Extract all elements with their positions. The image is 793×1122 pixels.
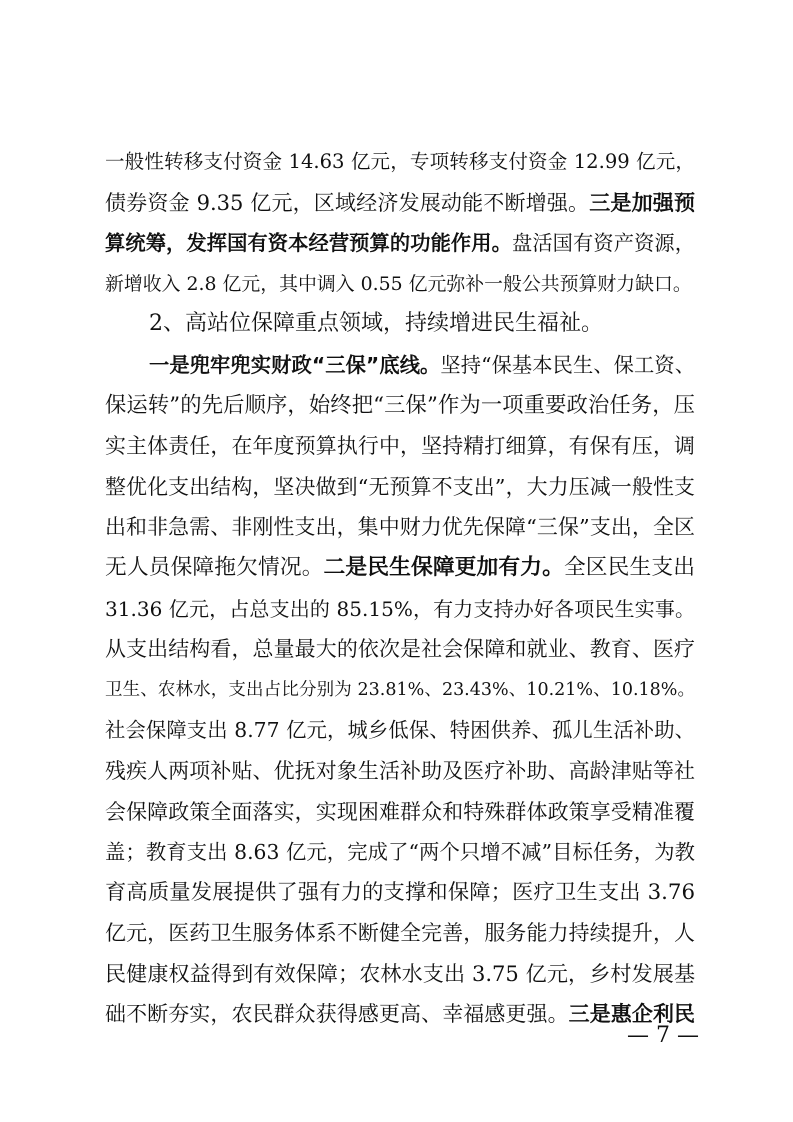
text-line bbox=[105, 670, 695, 711]
text-line bbox=[105, 507, 695, 548]
line-text: 无人员保障拖欠情况。 bbox=[105, 554, 324, 580]
line-text: 卫生、农林水，支出占比分别为 23.81%、23.43%、10.21%、10.18%。 bbox=[105, 679, 695, 700]
text-line bbox=[105, 426, 695, 467]
text-line bbox=[105, 994, 695, 1035]
line-text: 实主体责任，在年度预算执行中，坚持精打细算，有保有压，调 bbox=[105, 434, 695, 459]
text-line bbox=[105, 548, 695, 589]
bold-heading-text: 二是民生保障更加有力。 bbox=[323, 554, 564, 580]
line-text: 新增收入 2.8 亿元，其中调入 0.55 亿元弥补一般公共预算财力缺口。 bbox=[105, 272, 692, 295]
line-text: 础不断夯实，农民群众获得感更高、幸福感更强。 bbox=[105, 1002, 569, 1027]
text-line bbox=[105, 589, 695, 630]
text-line bbox=[105, 751, 695, 792]
text-line bbox=[105, 142, 695, 183]
text-line bbox=[105, 264, 695, 305]
bold-heading-text: 三是惠企利民 bbox=[568, 1002, 695, 1027]
line-text: 31.36 亿元，占总支出的 85.15%，有力支持办好各项民生实事。 bbox=[105, 596, 695, 621]
text-line bbox=[105, 792, 695, 833]
line-text: 亿元，医药卫生服务体系不断健全完善，服务能力持续提升，人 bbox=[105, 921, 695, 946]
text-line bbox=[105, 629, 695, 670]
line-text: 出和非急需、非刚性支出，集中财力优先保障“三保”支出，全区 bbox=[105, 515, 695, 540]
line-text: 一般性转移支付资金 14.63 亿元，专项转移支付资金 12.99 亿元， bbox=[105, 150, 695, 173]
line-text: 盖；教育支出 8.63 亿元，完成了“两个只增不减”目标任务，为教 bbox=[105, 840, 695, 865]
bold-heading-text: 一是兜牢兜实财政“三保”底线。 bbox=[149, 352, 441, 377]
line-text: 债券资金 9.35 亿元，区域经济发展动能不断增强。 bbox=[105, 189, 590, 215]
section-heading bbox=[105, 304, 695, 345]
text-line bbox=[105, 223, 695, 264]
text-line bbox=[105, 832, 695, 873]
text-line bbox=[105, 954, 695, 995]
line-text: 2、高站位保障重点领域，持续增进民生福祉。 bbox=[149, 311, 603, 337]
text-line bbox=[105, 183, 695, 224]
line-text: 从支出结构看，总量最大的依次是社会保障和就业、教育、医疗 bbox=[105, 637, 695, 662]
text-line bbox=[105, 873, 695, 914]
line-text: 育高质量发展提供了强有力的支撑和保障；医疗卫生支出 3.76 bbox=[105, 879, 695, 905]
bold-heading-text: 算统筹，发挥国有资本经营预算的功能作用。 bbox=[105, 231, 512, 256]
line-text: 全区民生支出 bbox=[563, 554, 695, 580]
text-line bbox=[105, 467, 695, 508]
text-line bbox=[105, 913, 695, 954]
text-line bbox=[105, 710, 695, 751]
document-body bbox=[105, 142, 695, 1035]
line-text: 民健康权益得到有效保障；农林水支出 3.75 亿元，乡村发展基 bbox=[105, 960, 695, 986]
line-text: 保运转”的先后顺序，始终把“三保”作为一项重要政治任务，压 bbox=[105, 392, 695, 418]
page-number: — 7 — bbox=[627, 1023, 699, 1048]
line-text: 整优化支出结构，坚决做到“无预算不支出”，大力压减一般性支 bbox=[105, 474, 695, 499]
line-text: 会保障政策全面落实，实现困难群众和特殊群体政策享受精准覆 bbox=[105, 799, 695, 824]
text-line bbox=[105, 345, 695, 386]
line-text: 坚持“保基本民生、保工资、 bbox=[440, 352, 695, 377]
line-text: 残疾人两项补贴、优抚对象生活补助及医疗补助、高龄津贴等社 bbox=[105, 758, 695, 783]
line-text: 社会保障支出 8.77 亿元，城乡低保、特困供养、孤儿生活补助、 bbox=[105, 718, 695, 743]
text-line bbox=[105, 386, 695, 427]
line-text: 盘活国有资产资源， bbox=[511, 231, 696, 256]
bold-heading-text: 三是加强预 bbox=[589, 189, 696, 215]
